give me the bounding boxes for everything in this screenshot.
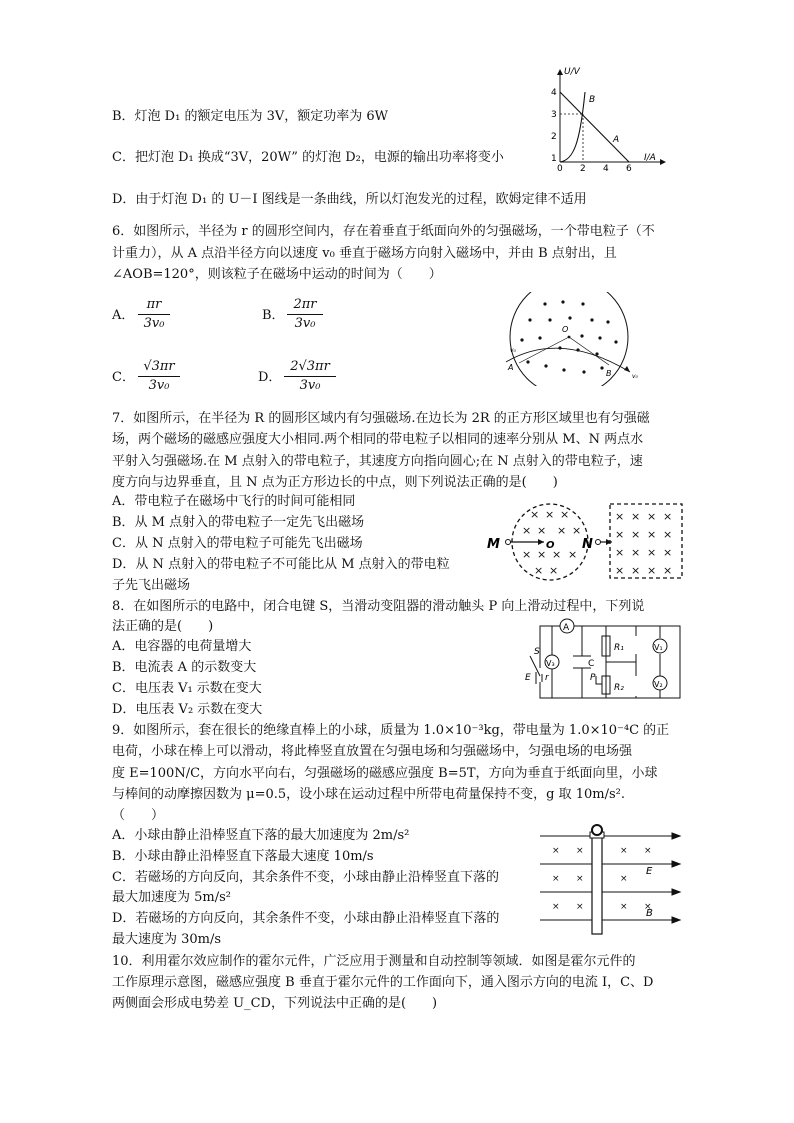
svg-text:×: × [647, 546, 657, 559]
q6-option-d-label: D． [258, 370, 282, 385]
fraction-numerator: πr [138, 296, 170, 315]
svg-text:×: × [647, 528, 657, 541]
q7-line-4: 度方向与边界垂直，且 N 点为正方形边长的中点，则下列说法正确的是( ) [112, 475, 558, 490]
q6-line-1: 6．如图所示，半径为 r 的圆形空间内，存在着垂直于纸面向外的匀强磁场，一个带电粒子（不 [112, 224, 655, 239]
q9-option-d-2: 最大速度为 30m/s [112, 932, 222, 947]
q10-line-2: 工作原理示意图，磁感应强度 B 垂直于霍尔元件的工作面向下，通入图示方向的电流 I，C、D [112, 975, 654, 990]
svg-text:×: × [631, 510, 641, 523]
svg-text:×: × [552, 846, 560, 856]
q7-option-d-1: D．从 N 点射入的带电粒子不可能比从 M 点射入的带电粒 [112, 557, 450, 572]
circuit-diagram [510, 618, 690, 708]
q10-line-1: 10．利用霍尔效应制作的霍尔元件，广泛应用于测量和自动控制等领域．如图是霍尔元件的 [112, 954, 636, 969]
svg-text:×: × [545, 508, 555, 521]
svg-text:×: × [522, 524, 532, 537]
emf-e: E [525, 673, 531, 683]
svg-text:×: × [534, 564, 544, 577]
q6-option-b-label: B． [262, 308, 285, 323]
v0-label-b: v₀ [632, 373, 638, 380]
svg-text:×: × [647, 564, 657, 577]
q9-option-c-2: 最大加速度为 5m/s² [112, 890, 231, 905]
q6-option-b-fraction [287, 296, 323, 333]
svg-text:×: × [572, 524, 582, 537]
q7-line-1: 7．如图所示，在半径为 R 的圆形区域内有匀强磁场.在边长为 2R 的正方形区域里也有匀强磁 [112, 411, 650, 426]
svg-text:×: × [663, 510, 673, 523]
y-tick-1: 1 [551, 154, 557, 164]
graph-ylabel: U/V [564, 67, 580, 77]
q6-option-c-fraction [138, 358, 180, 395]
q9-line-2: 电荷，小球在棒上可以滑动，将此棒竖直放置在匀强电场和匀强磁场中，匀强电场的电场强 [112, 744, 633, 759]
two-field-figure [482, 498, 692, 584]
svg-text:×: × [631, 564, 641, 577]
x-tick-2: 2 [580, 164, 586, 172]
svg-text:×: × [552, 902, 560, 912]
slider-p: P [590, 673, 596, 683]
label-o: O [546, 540, 555, 551]
circular-field-figure [500, 292, 650, 386]
q8-option-b: B．电流表 A 的示数变大 [112, 660, 257, 675]
svg-text:×: × [576, 874, 584, 884]
svg-text:×: × [537, 548, 547, 561]
resistor-r1: R₁ [614, 643, 624, 653]
label-n: N [582, 537, 593, 552]
capacitor-c: C [588, 659, 595, 669]
q6-option-a-label: A． [112, 308, 135, 323]
svg-text:×: × [557, 524, 567, 537]
svg-text:×: × [560, 508, 570, 521]
v0-label-a: v₀ [510, 347, 516, 354]
point-b: B [606, 369, 612, 378]
q9-line-5: （ ） [112, 808, 165, 823]
q9-line-1: 9．如图所示，套在很长的绝缘直棒上的小球，质量为 1.0×10⁻³kg，带电量为 1.0×10⁻⁴C 的正 [112, 723, 670, 738]
svg-text:×: × [644, 846, 652, 856]
svg-text:×: × [620, 846, 628, 856]
curve-b-label: B [589, 95, 596, 105]
svg-text:×: × [615, 510, 625, 523]
svg-text:×: × [552, 548, 562, 561]
q9-line-4: 与棒间的动摩擦因数为 μ=0.5，设小球在运动过程中所带电荷量保持不变，g 取 10m/s². [112, 787, 625, 802]
voltmeter-v3: V₃ [546, 659, 555, 668]
svg-text:×: × [663, 564, 673, 577]
resistor-r2: R₂ [614, 683, 624, 693]
q5-option-b: B．灯泡 D₁ 的额定电压为 3V，额定功率为 6W [112, 109, 389, 124]
svg-text:×: × [644, 902, 652, 912]
q9-option-d-1: D．若磁场的方向反向，其余条件不变，小球由静止沿棒竖直下落的 [112, 911, 500, 926]
fraction-numerator: 2√3πr [284, 358, 336, 377]
x-tick-6: 6 [626, 164, 632, 172]
fraction-denominator: 3v₀ [148, 378, 170, 393]
svg-text:×: × [615, 528, 625, 541]
x-tick-0: 0 [557, 164, 563, 172]
svg-text:×: × [552, 874, 560, 884]
q7-option-c: C．从 N 点射入的带电粒子可能先飞出磁场 [112, 536, 363, 551]
q7-option-d-2: 子先飞出磁场 [112, 578, 191, 593]
svg-text:×: × [647, 510, 657, 523]
field-b-label: B [646, 908, 653, 919]
q9-option-c-1: C．若磁场的方向反向，其余条件不变，小球由静止沿棒竖直下落的 [112, 870, 499, 885]
q6-option-d-fraction [284, 358, 336, 395]
q5-option-d: D．由于灯泡 D₁ 的 U－I 图线是一条曲线，所以灯泡发光的过程，欧姆定律不适用 [112, 192, 587, 207]
rod-field-figure [540, 820, 690, 935]
q8-line-1: 8．在如图所示的电路中，闭合电键 S，当滑动变阻器的滑动触头 P 向上滑动过程中，下列说 [112, 599, 645, 614]
voltmeter-v1: V₁ [654, 643, 663, 652]
y-tick-2: 2 [551, 132, 557, 142]
svg-text:×: × [631, 546, 641, 559]
q7-option-b: B．从 M 点射入的带电粒子一定先飞出磁场 [112, 515, 365, 530]
svg-text:×: × [530, 508, 540, 521]
fraction-numerator: √3πr [138, 358, 180, 377]
svg-text:×: × [631, 528, 641, 541]
svg-text:×: × [549, 564, 559, 577]
field-e-label: E [646, 866, 653, 877]
q8-option-d: D．电压表 V₂ 示数在变大 [112, 702, 263, 717]
x-tick-4: 4 [603, 164, 609, 172]
q6-line-3: ∠AOB=120°，则该粒子在磁场中运动的时间为（ ） [112, 267, 442, 282]
svg-text:×: × [537, 524, 547, 537]
line-a-label: A [613, 135, 620, 145]
resistance-r: r [545, 673, 549, 683]
fraction-denominator: 3v₀ [143, 316, 165, 331]
fraction-numerator: 2πr [287, 296, 323, 315]
svg-text:×: × [620, 902, 628, 912]
ammeter-a: A [563, 623, 570, 633]
svg-text:×: × [568, 548, 578, 561]
svg-text:×: × [615, 564, 625, 577]
q8-option-c: C．电压表 V₁ 示数在变大 [112, 681, 262, 696]
switch-s: S [534, 647, 540, 657]
svg-text:×: × [576, 902, 584, 912]
label-m: M [487, 537, 500, 552]
graph-xlabel: I/A [644, 153, 656, 163]
y-tick-3: 3 [551, 110, 557, 120]
q5-option-c: C．把灯泡 D₁ 换成“3V，20W” 的灯泡 D₂，电源的输出功率将变小 [112, 150, 504, 165]
q7-line-2: 场，两个磁场的磁感应强度大小相同.两个相同的带电粒子以相同的速率分别从 M、N 两点水 [112, 432, 644, 447]
q6-line-2: 计重力），从 A 点沿半径方向以速度 v₀ 垂直于磁场方向射入磁场中，并由 B 点射出，且 [112, 246, 617, 261]
y-tick-4: 4 [551, 88, 557, 98]
q8-option-a: A．电容器的电荷量增大 [112, 639, 252, 654]
svg-text:×: × [522, 548, 532, 561]
svg-text:×: × [615, 546, 625, 559]
svg-text:×: × [663, 546, 673, 559]
q9-line-3: 度 E=100N/C，方向水平向右，匀强磁场的磁感应强度 B=5T，方向为垂直于纸面向里，小球 [112, 766, 658, 781]
q6-option-c-label: C． [112, 370, 135, 385]
voltmeter-v2: V₂ [654, 680, 663, 689]
q9-option-a: A．小球由静止沿棒竖直下落的最大加速度为 2m/s² [112, 828, 410, 843]
point-a: A [508, 363, 514, 372]
q8-line-2: 法正确的是( ) [112, 619, 214, 634]
svg-text:×: × [620, 874, 628, 884]
fraction-denominator: 3v₀ [294, 316, 316, 331]
q7-line-3: 平射入匀强磁场.在 M 点射入的带电粒子，其速度方向指向圆心;在 N 点射入的带电粒子，速 [112, 454, 643, 469]
q7-option-a: A．带电粒子在磁场中飞行的时间可能相同 [112, 494, 356, 509]
q9-option-b: B．小球由静止沿棒竖直下落最大速度 10m/s [112, 849, 374, 864]
svg-text:×: × [576, 846, 584, 856]
svg-text:×: × [663, 528, 673, 541]
u-i-graph [540, 62, 680, 172]
q10-line-3: 两侧面会形成电势差 U_CD，下列说法中正确的是( ) [112, 996, 438, 1011]
q6-option-a-fraction [138, 296, 170, 333]
point-o: O [562, 325, 569, 334]
fraction-denominator: 3v₀ [299, 378, 321, 393]
